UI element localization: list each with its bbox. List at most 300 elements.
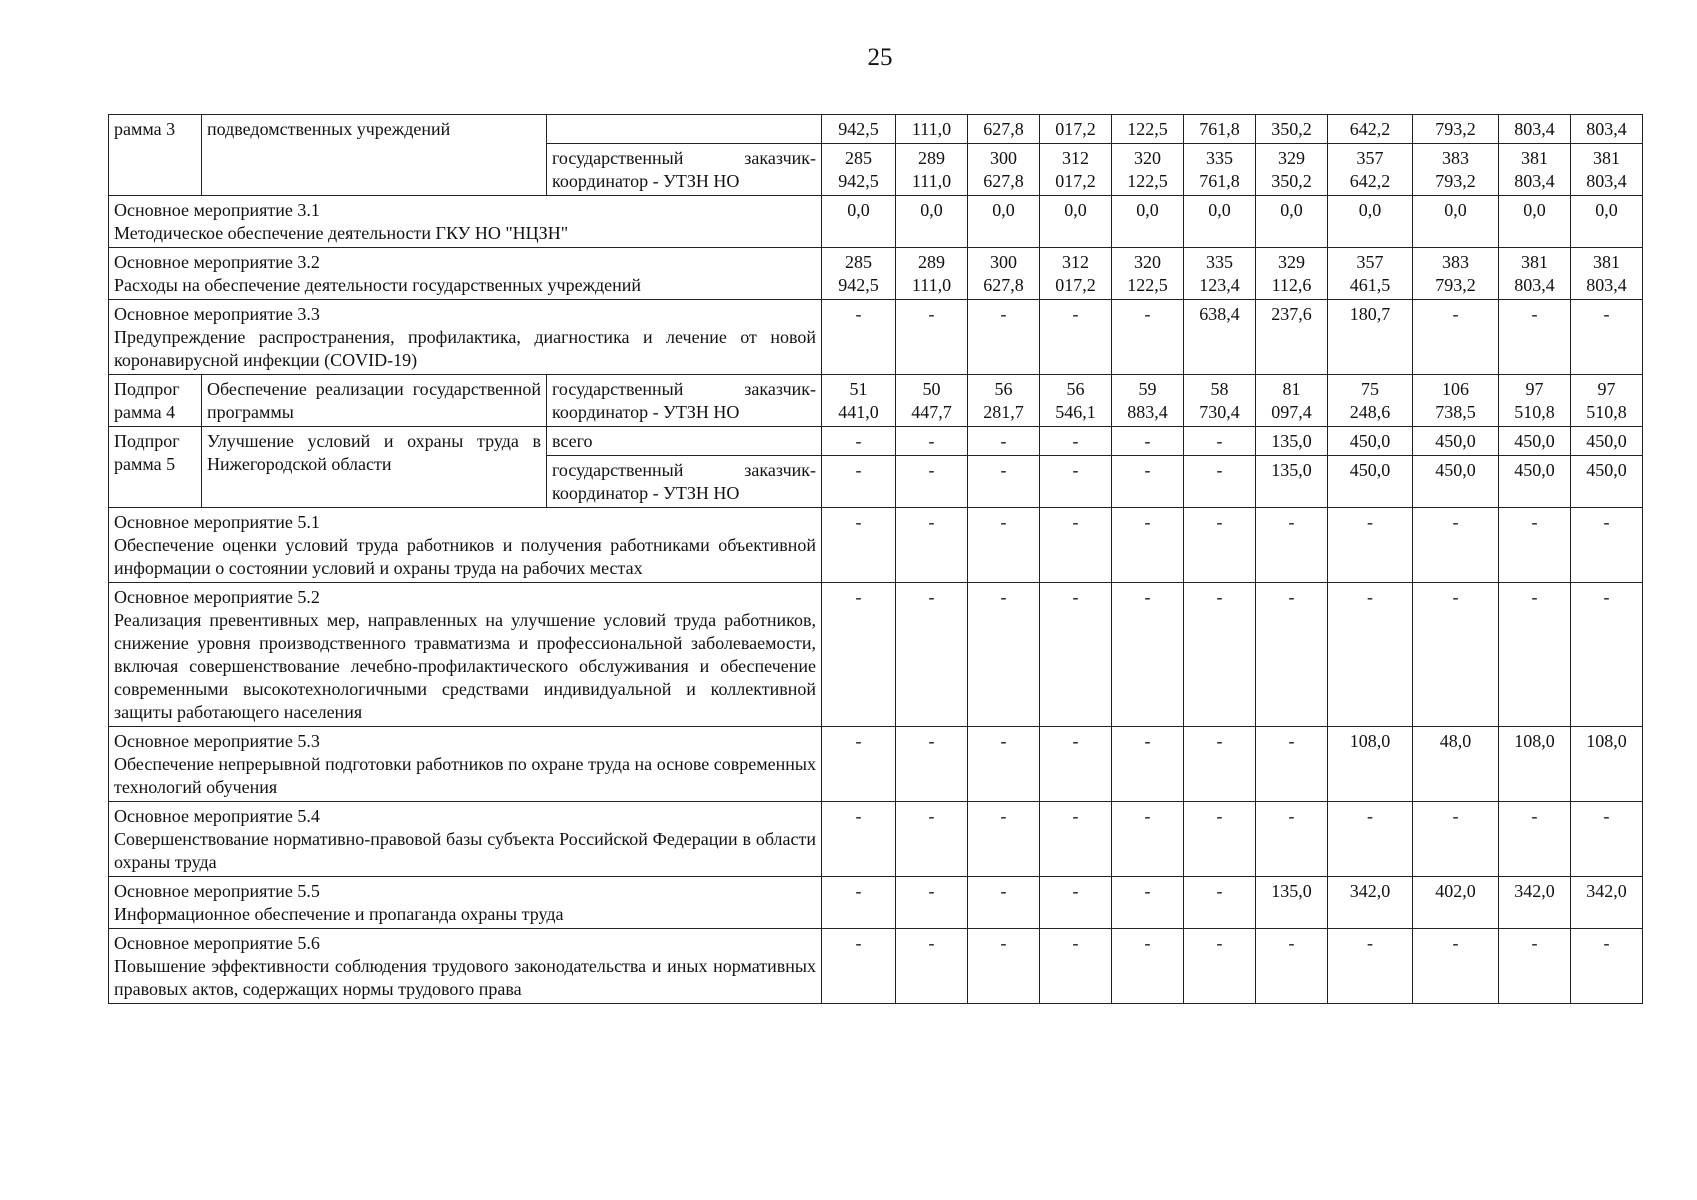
value-line-1: 342,0 <box>1514 881 1555 901</box>
measure-title: Основное мероприятие 5.1 <box>114 512 320 532</box>
value-line-1: 81 <box>1282 379 1301 399</box>
value-cell <box>1571 929 1643 1004</box>
value-line-1: - <box>1216 806 1223 826</box>
value-line-1: - <box>928 587 935 607</box>
value-cell <box>1571 508 1643 583</box>
value-cell <box>1040 456 1112 508</box>
value-cell <box>1184 196 1256 248</box>
value-cell <box>1256 300 1328 375</box>
table-row <box>109 427 1643 456</box>
value-cell <box>1571 877 1643 929</box>
value-cell <box>1184 144 1256 196</box>
value-line-1: - <box>1144 731 1151 751</box>
value-line-1: 329 <box>1278 252 1305 272</box>
value-line-2: 803,4 <box>1586 275 1627 295</box>
value-line-1: - <box>855 881 862 901</box>
value-line-2: 123,4 <box>1199 275 1240 295</box>
value-cell <box>1256 508 1328 583</box>
value-line-2: 281,7 <box>983 402 1024 422</box>
value-line-1: 300 <box>990 148 1017 168</box>
value-line-1: - <box>1367 933 1373 953</box>
value-line-1: 97 <box>1597 379 1616 399</box>
value-cell <box>1112 877 1184 929</box>
value-cell <box>1413 115 1499 144</box>
measure-cell <box>109 802 822 877</box>
value-line-1: - <box>1288 587 1295 607</box>
value-cell <box>1040 196 1112 248</box>
value-cell <box>1256 727 1328 802</box>
value-cell <box>1499 427 1571 456</box>
value-line-1: - <box>1072 512 1079 532</box>
value-line-2: 510,8 <box>1586 402 1627 422</box>
value-line-1: - <box>1452 304 1459 324</box>
value-line-1: - <box>1000 933 1007 953</box>
measure-title: Основное мероприятие 3.3 <box>114 304 320 324</box>
value-line-1: 58 <box>1210 379 1229 399</box>
value-cell <box>1328 196 1413 248</box>
value-cell <box>1413 456 1499 508</box>
value-cell <box>1571 583 1643 727</box>
table-row <box>109 929 1643 1004</box>
value-cell <box>1328 456 1413 508</box>
value-cell <box>968 727 1040 802</box>
value-line-1: - <box>1216 431 1223 451</box>
value-cell <box>1499 375 1571 427</box>
value-cell <box>1040 300 1112 375</box>
value-line-2: 803,4 <box>1514 275 1555 295</box>
program-label: Подпрог рамма 5 <box>109 427 202 508</box>
value-line-1: 320 <box>1134 148 1161 168</box>
measure-description: Повышение эффективности соблюдения трудового законодательства и иных нормативных правовых актов, содержащих нормы трудового права <box>114 956 816 999</box>
value-cell <box>968 115 1040 144</box>
value-line-1: 450,0 <box>1435 460 1476 480</box>
value-cell <box>896 802 968 877</box>
value-line-2: 642,2 <box>1349 171 1391 191</box>
value-line-2: 627,8 <box>983 171 1024 191</box>
value-cell <box>1328 583 1413 727</box>
value-cell <box>1328 300 1413 375</box>
value-cell <box>1112 248 1184 300</box>
value-line-1: 381 <box>1521 148 1548 168</box>
value-line-1: 108,0 <box>1349 731 1391 751</box>
value-cell <box>1328 929 1413 1004</box>
value-cell <box>1499 144 1571 196</box>
value-line-2: 112,6 <box>1271 275 1312 295</box>
measure-description: Предупреждение распространения, профилактика, диагностика и лечение от новой коронавирусной инфекции (COVID-19) <box>114 327 816 370</box>
value-cell <box>1256 802 1328 877</box>
value-line-1: - <box>1531 933 1538 953</box>
value-line-1: - <box>1072 881 1079 901</box>
value-cell <box>1413 583 1499 727</box>
value-cell <box>1256 115 1328 144</box>
value-line-1: - <box>1603 304 1610 324</box>
table-row <box>109 375 1643 427</box>
value-line-1: - <box>1216 587 1223 607</box>
value-line-1: - <box>1603 512 1610 532</box>
value-line-1: 0,0 <box>1064 200 1087 220</box>
page-number: 25 <box>867 44 893 71</box>
value-line-2: 793,2 <box>1435 171 1476 191</box>
value-cell <box>1184 300 1256 375</box>
value-line-1: - <box>1216 512 1223 532</box>
value-cell <box>1112 456 1184 508</box>
value-line-1: 0,0 <box>1358 200 1382 220</box>
measure-title: Основное мероприятие 5.2 <box>114 587 320 607</box>
value-line-1: - <box>1452 587 1459 607</box>
value-line-1: - <box>928 731 935 751</box>
value-cell <box>1040 877 1112 929</box>
value-line-1: 381 <box>1593 252 1620 272</box>
value-cell <box>822 727 896 802</box>
value-cell <box>1499 456 1571 508</box>
value-cell <box>968 456 1040 508</box>
value-cell <box>1413 196 1499 248</box>
value-line-1: 285 <box>845 148 872 168</box>
value-cell <box>896 508 968 583</box>
value-cell <box>896 727 968 802</box>
program-label: Подпрог рамма 4 <box>109 375 202 427</box>
value-line-1: 300 <box>990 252 1017 272</box>
value-cell <box>1571 727 1643 802</box>
value-cell <box>1184 802 1256 877</box>
value-line-1: - <box>1603 806 1610 826</box>
value-line-1: - <box>1531 587 1538 607</box>
value-line-2: 447,7 <box>911 402 952 422</box>
value-line-1: 381 <box>1521 252 1548 272</box>
value-cell <box>1328 248 1413 300</box>
value-line-1: - <box>1072 933 1079 953</box>
customer-cell <box>547 115 822 144</box>
value-cell <box>896 300 968 375</box>
value-line-1: - <box>928 460 935 480</box>
value-cell <box>1256 456 1328 508</box>
value-cell <box>822 929 896 1004</box>
value-line-1: 450,0 <box>1435 431 1476 451</box>
value-line-1: - <box>855 587 862 607</box>
value-line-1: 0,0 <box>1595 200 1618 220</box>
value-line-1: - <box>1144 806 1151 826</box>
value-cell <box>1256 877 1328 929</box>
value-cell <box>1413 427 1499 456</box>
value-line-1: - <box>1367 512 1373 532</box>
value-cell <box>1112 802 1184 877</box>
value-line-1: - <box>1144 881 1151 901</box>
value-line-1: - <box>1603 587 1610 607</box>
value-line-1: 0,0 <box>847 200 870 220</box>
value-line-1: - <box>1144 304 1151 324</box>
value-cell <box>968 583 1040 727</box>
value-line-2: 546,1 <box>1055 402 1096 422</box>
value-cell <box>1499 508 1571 583</box>
value-line-1: - <box>1144 460 1151 480</box>
value-cell <box>822 583 896 727</box>
value-cell <box>968 877 1040 929</box>
value-line-1: - <box>1367 587 1373 607</box>
value-line-2: 738,5 <box>1435 402 1476 422</box>
table-row <box>109 802 1643 877</box>
value-line-1: - <box>1288 933 1295 953</box>
value-cell <box>1499 727 1571 802</box>
value-cell <box>1184 583 1256 727</box>
value-line-1: 75 <box>1361 379 1379 399</box>
value-cell <box>968 144 1040 196</box>
table-row <box>109 248 1643 300</box>
value-cell <box>1040 375 1112 427</box>
value-line-1: - <box>1072 806 1079 826</box>
value-cell <box>896 583 968 727</box>
measure-description: Реализация превентивных мер, направленных на улучшение условий труда работников, снижение уровня производственного травматизма и профессиональной заболеваемости, включая совершенствование лечебно-профилактического обслуживания и обеспечение современными высокотехнологичными средствами индивидуальной и коллективной защиты работающего населения <box>114 610 816 722</box>
value-cell <box>1499 583 1571 727</box>
value-line-1: 335 <box>1206 148 1233 168</box>
value-line-1: 135,0 <box>1271 431 1312 451</box>
value-line-1: - <box>1288 806 1295 826</box>
value-cell <box>1499 115 1571 144</box>
value-line-2: 017,2 <box>1055 275 1096 295</box>
value-cell <box>822 802 896 877</box>
table-row <box>109 300 1643 375</box>
value-line-1: - <box>1144 587 1151 607</box>
value-line-1: 450,0 <box>1349 460 1391 480</box>
value-line-1: - <box>1072 731 1079 751</box>
measure-title: Основное мероприятие 5.3 <box>114 731 320 751</box>
value-line-2: 803,4 <box>1586 171 1627 191</box>
program-name: Обеспечение реализации государственной программы <box>202 375 547 427</box>
value-cell <box>1256 248 1328 300</box>
value-line-1: 383 <box>1442 252 1469 272</box>
value-line-1: - <box>1144 431 1151 451</box>
value-cell <box>1256 196 1328 248</box>
value-line-1: 335 <box>1206 252 1233 272</box>
measure-description: Обеспечение непрерывной подготовки работников по охране труда на основе современных технологий обучения <box>114 754 816 797</box>
value-line-1: 0,0 <box>920 200 943 220</box>
table-row <box>109 196 1643 248</box>
value-line-1: - <box>1144 512 1151 532</box>
value-line-2: 248,6 <box>1349 402 1391 422</box>
measure-description: Расходы на обеспечение деятельности государственных учреждений <box>114 275 642 295</box>
value-cell <box>822 508 896 583</box>
value-cell <box>1499 196 1571 248</box>
value-line-1: - <box>1288 731 1295 751</box>
value-line-2: 942,5 <box>838 275 879 295</box>
value-line-1: 0,0 <box>1523 200 1546 220</box>
value-line-1: - <box>1000 731 1007 751</box>
value-cell <box>1040 508 1112 583</box>
measure-description: Обеспечение оценки условий труда работников и получения работниками объективной информации о состоянии условий и охраны труда на рабочих местах <box>114 535 816 578</box>
table-body <box>109 115 1643 1004</box>
value-line-2: 761,8 <box>1199 171 1240 191</box>
value-line-1: 50 <box>922 379 941 399</box>
value-cell <box>968 248 1040 300</box>
value-line-1: - <box>1000 460 1007 480</box>
value-cell <box>1112 196 1184 248</box>
value-cell <box>1040 115 1112 144</box>
value-line-2: 627,8 <box>983 119 1024 139</box>
value-line-1: 180,7 <box>1349 304 1391 324</box>
table-row <box>109 727 1643 802</box>
budget-table <box>108 114 1643 1004</box>
value-cell <box>1571 375 1643 427</box>
value-cell <box>1328 727 1413 802</box>
value-cell <box>1184 929 1256 1004</box>
value-line-1: - <box>1000 431 1007 451</box>
value-cell <box>1571 427 1643 456</box>
program-name: Улучшение условий и охраны труда в Нижегородской области <box>202 427 547 508</box>
value-line-1: 450,0 <box>1586 431 1627 451</box>
value-cell <box>822 248 896 300</box>
value-cell <box>1040 427 1112 456</box>
value-line-2: 122,5 <box>1127 119 1168 139</box>
value-cell <box>968 196 1040 248</box>
value-line-1: - <box>928 431 935 451</box>
value-line-1: 135,0 <box>1271 460 1312 480</box>
value-cell <box>1499 802 1571 877</box>
value-line-1: 0,0 <box>1208 200 1231 220</box>
value-line-1: - <box>1452 806 1459 826</box>
value-cell <box>822 300 896 375</box>
value-cell <box>1413 877 1499 929</box>
value-line-1: 320 <box>1134 252 1161 272</box>
program-name: подведомственных учреждений <box>202 115 547 196</box>
value-line-1: - <box>928 933 935 953</box>
value-cell <box>1112 144 1184 196</box>
value-cell <box>896 375 968 427</box>
value-cell <box>1413 248 1499 300</box>
value-cell <box>1328 144 1413 196</box>
value-cell <box>1040 727 1112 802</box>
value-cell <box>896 427 968 456</box>
measure-description: Совершенствование нормативно-правовой базы субъекта Российской Федерации в области охраны труда <box>114 829 816 872</box>
value-line-2: 510,8 <box>1514 402 1555 422</box>
value-cell <box>968 300 1040 375</box>
value-cell <box>1256 144 1328 196</box>
value-cell <box>1112 929 1184 1004</box>
value-line-1: 108,0 <box>1514 731 1555 751</box>
value-line-2: 730,4 <box>1199 402 1240 422</box>
value-cell <box>822 196 896 248</box>
value-line-1: - <box>1216 881 1223 901</box>
value-line-2: 350,2 <box>1271 119 1312 139</box>
measure-description: Информационное обеспечение и пропаганда охраны труда <box>114 904 564 924</box>
value-cell <box>822 877 896 929</box>
value-cell <box>1112 375 1184 427</box>
value-cell <box>1413 727 1499 802</box>
value-line-1: - <box>1000 304 1007 324</box>
value-line-1: 638,4 <box>1199 304 1240 324</box>
value-line-1: - <box>928 881 935 901</box>
value-line-1: 342,0 <box>1349 881 1391 901</box>
value-line-1: - <box>1000 806 1007 826</box>
measure-cell <box>109 248 822 300</box>
value-cell <box>968 375 1040 427</box>
value-cell <box>822 375 896 427</box>
value-line-2: 111,0 <box>911 171 952 191</box>
value-cell <box>1571 144 1643 196</box>
value-line-2: 793,2 <box>1435 275 1476 295</box>
measure-title: Основное мероприятие 5.4 <box>114 806 320 826</box>
value-cell <box>896 248 968 300</box>
value-line-2: 017,2 <box>1055 119 1096 139</box>
value-cell <box>1571 248 1643 300</box>
value-cell <box>1040 929 1112 1004</box>
value-cell <box>1040 583 1112 727</box>
value-line-1: 342,0 <box>1586 881 1627 901</box>
value-cell <box>1040 144 1112 196</box>
value-line-2: 803,4 <box>1586 119 1627 139</box>
value-cell <box>1571 196 1643 248</box>
program-label: рамма 3 <box>109 115 202 196</box>
value-cell <box>1184 248 1256 300</box>
value-line-2: 122,5 <box>1127 275 1168 295</box>
value-cell <box>896 456 968 508</box>
value-line-1: - <box>1288 512 1295 532</box>
value-line-1: - <box>1216 933 1223 953</box>
value-cell <box>1256 583 1328 727</box>
value-line-1: 56 <box>994 379 1013 399</box>
value-cell <box>1112 583 1184 727</box>
value-line-2: 942,5 <box>838 171 879 191</box>
measure-title: Основное мероприятие 5.5 <box>114 881 320 901</box>
value-cell <box>1184 508 1256 583</box>
value-line-1: - <box>1072 587 1079 607</box>
customer-cell: государственный заказчик-координатор - УТЗН НО <box>547 456 822 508</box>
value-line-2: 642,2 <box>1349 119 1391 139</box>
value-line-2: 017,2 <box>1055 171 1096 191</box>
value-cell <box>896 144 968 196</box>
measure-description: Методическое обеспечение деятельности ГКУ НО "НЦЗН" <box>114 223 569 243</box>
table-row <box>109 508 1643 583</box>
value-line-1: - <box>1000 512 1007 532</box>
value-cell <box>1256 929 1328 1004</box>
value-line-1: 450,0 <box>1349 431 1391 451</box>
measure-title: Основное мероприятие 5.6 <box>114 933 320 953</box>
value-cell <box>1328 375 1413 427</box>
value-line-1: 450,0 <box>1514 431 1555 451</box>
value-line-1: - <box>1452 512 1459 532</box>
value-cell <box>1040 248 1112 300</box>
value-line-1: - <box>855 460 862 480</box>
value-cell <box>1328 802 1413 877</box>
value-cell <box>1499 300 1571 375</box>
value-line-1: 97 <box>1525 379 1544 399</box>
value-line-1: - <box>1144 933 1151 953</box>
value-line-1: - <box>928 512 935 532</box>
value-line-2: 350,2 <box>1271 171 1312 191</box>
value-cell <box>968 508 1040 583</box>
table-row <box>109 877 1643 929</box>
value-line-2: 761,8 <box>1199 119 1240 139</box>
value-cell <box>1328 877 1413 929</box>
value-cell <box>968 427 1040 456</box>
value-line-1: - <box>1531 304 1538 324</box>
measure-cell <box>109 929 822 1004</box>
measure-cell <box>109 300 822 375</box>
measure-cell <box>109 508 822 583</box>
value-cell <box>822 144 896 196</box>
value-cell <box>1571 300 1643 375</box>
value-cell <box>896 929 968 1004</box>
value-cell <box>1499 248 1571 300</box>
table-row <box>109 115 1643 144</box>
value-line-2: 942,5 <box>838 119 879 139</box>
value-cell <box>1040 802 1112 877</box>
value-cell <box>1184 877 1256 929</box>
value-line-1: - <box>1072 431 1079 451</box>
value-line-1: - <box>1216 731 1223 751</box>
value-line-1: - <box>855 806 862 826</box>
customer-cell: всего <box>547 427 822 456</box>
value-cell <box>1112 115 1184 144</box>
value-line-1: 329 <box>1278 148 1305 168</box>
